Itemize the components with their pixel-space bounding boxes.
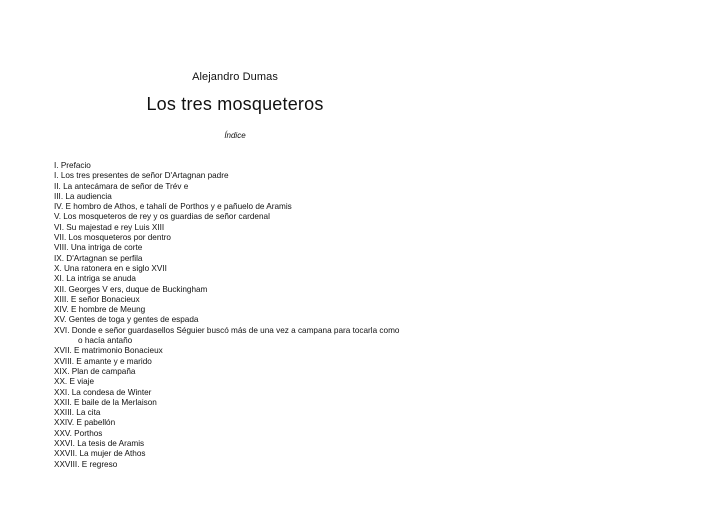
toc-entry: XXV. Porthos [54, 428, 103, 438]
toc-entry: XXII. E baile de la Merlaison [54, 397, 157, 407]
toc-entry: XXVI. La tesis de Aramis [54, 439, 145, 449]
toc-entry: XVII. E matrimonio Bonacieux [54, 346, 163, 356]
toc-entry: XI. La intriga se anuda [54, 274, 136, 284]
toc-entry: II. La antecámara de señor de Trév e [54, 181, 189, 191]
toc-entry: XXI. La condesa de Winter [54, 387, 152, 397]
toc-entry: III. La audiencia [54, 191, 112, 201]
index-heading: Índice [224, 131, 246, 140]
toc-entry: XXVII. La mujer de Athos [54, 449, 146, 459]
toc-entry: XII. Georges V ers, duque de Buckingham [54, 284, 208, 294]
toc-entry: XVIII. E amante y e marido [54, 356, 152, 366]
toc-entry: I. Los tres presentes de señor D'Artagnan padre [54, 171, 229, 181]
toc-entry: V. Los mosqueteros de rey y os guardias de señor cardenal [54, 212, 270, 222]
toc-entry-continuation: o hacía antaño [78, 336, 133, 346]
toc-entry: IV. E hombro de Athos, e tahalí de Porthos y e pañuelo de Aramis [54, 202, 292, 212]
toc-entry: XXIV. E pabellón [54, 418, 116, 428]
toc-entry: XX. E viaje [54, 377, 95, 387]
book-title: Los tres mosqueteros [146, 94, 324, 114]
toc-entry: XVI. Donde e señor guardasellos Séguier buscó más de una vez a campana para tocarla como [54, 325, 400, 335]
toc-entry: VII. Los mosqueteros por dentro [54, 233, 171, 243]
toc-entry: VI. Su majestad e rey Luis XIII [54, 222, 165, 232]
toc-entry: XXIII. La cita [54, 408, 101, 418]
toc-entry: I. Prefacio [54, 161, 91, 170]
toc-entry: XXVIII. E regreso [54, 459, 118, 469]
toc-entry: X. Una ratonera en e siglo XVII [54, 263, 167, 273]
toc-entry: IX. D'Artagnan se perfila [54, 253, 143, 263]
author-name: Alejandro Dumas [192, 71, 278, 83]
toc-entry: XV. Gentes de toga y gentes de espada [54, 315, 199, 325]
toc-entry: XIV. E hombre de Meung [54, 305, 146, 315]
toc-entry: XIII. E señor Bonacieux [54, 294, 140, 304]
toc-entry: XIX. Plan de campaña [54, 366, 136, 376]
table-of-contents [54, 161, 399, 470]
toc-entry: VIII. Una intriga de corte [54, 243, 143, 253]
